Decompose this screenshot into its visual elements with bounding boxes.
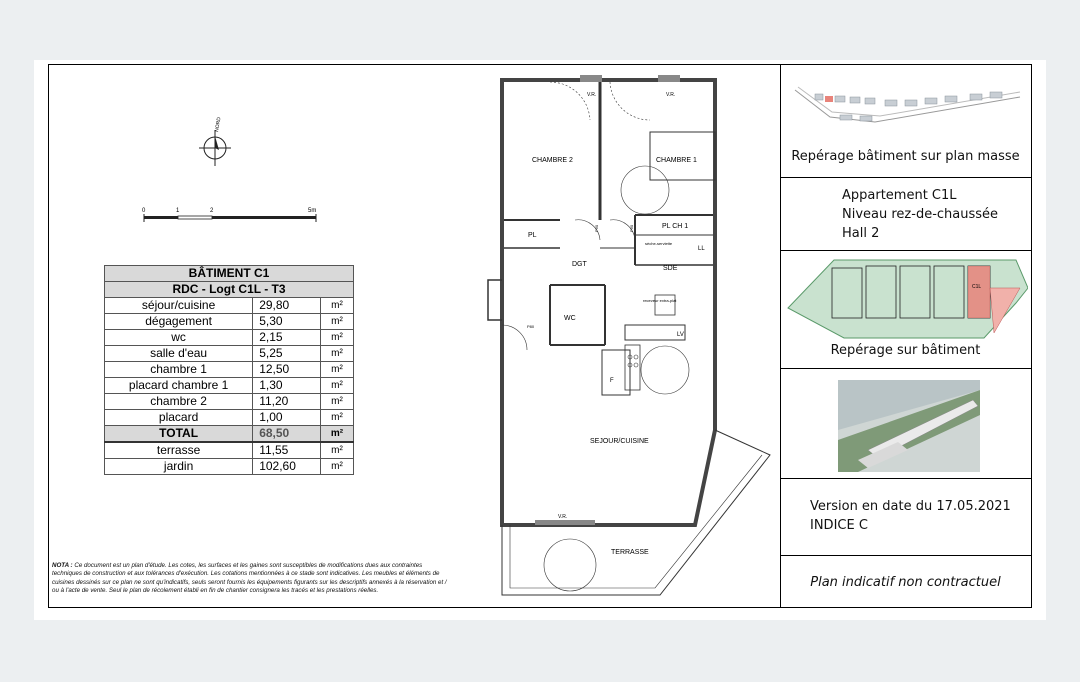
frame-right [1031, 64, 1032, 608]
table-row: terrasse 11,55 m² [105, 442, 354, 459]
compass-label: NORD [214, 116, 223, 133]
table-row: salle d'eau 5,25 m² [105, 346, 354, 362]
table-row: wc 2,15 m² [105, 330, 354, 346]
table-row: dégagement 5,30 m² [105, 314, 354, 330]
panel-sep-5 [780, 555, 1031, 556]
panel-sep-4 [780, 478, 1031, 479]
table-row: placard chambre 1 1,30 m² [105, 378, 354, 394]
disclaimer-caption: Plan indicatif non contractuel [810, 575, 1001, 590]
window-vr-1: V.R. [587, 92, 597, 98]
aerial-view-image [838, 380, 980, 472]
window-vr-3: V.R. [558, 514, 568, 520]
room-chambre1: CHAMBRE 1 [656, 157, 697, 164]
table-subtitle: RDC - Logt C1L - T3 [105, 282, 354, 298]
frame-divider [780, 64, 781, 608]
room-sde: SDE [663, 265, 678, 272]
sde-note-2: receveur extra-plat [643, 298, 677, 303]
table-row: séjour/cuisine 29,80 m² [105, 298, 354, 314]
room-wc: WC [564, 315, 576, 322]
room-sejour: SEJOUR/CUISINE [590, 438, 649, 445]
window-vr-2: V.R. [666, 92, 676, 98]
area-table [104, 265, 354, 475]
room-dgt: DGT [572, 261, 587, 268]
disclaimer-note [52, 562, 452, 596]
batiment-caption: Repérage sur bâtiment [830, 343, 981, 358]
note-lead: NOTA : [52, 562, 73, 569]
frame-top [48, 64, 1032, 65]
floor-plan [480, 70, 780, 605]
table-total-row: TOTAL 68,50 m² [105, 426, 354, 443]
scale-bar [138, 200, 328, 230]
note-text: Ce document est un plan d'étude. Les cotes, les surfaces et les gaines sont susceptibles de modifications dues aux contraintes techniques de construction et aux tolérances d'exécution. Les cotations mentionnées à ce stade sont indicatives. Les meubles et éléments de cuisines dessinés sur ce plan ne sont qu'indicatifs, seuls seront fournis les équipements figurants sur les descriptifs annexés à la réservation et / ou à l'acte de vente. Seul le plan de récolement établi en fin de chantier consignera les tracés et les prestations réelles. [52, 562, 447, 595]
scale-tick-5m: 5m [308, 208, 317, 214]
table-row: placard 1,00 m² [105, 410, 354, 426]
room-chambre2: CHAMBRE 2 [532, 157, 573, 164]
table-row: jardin 102,60 m² [105, 459, 354, 475]
table-row: chambre 1 12,50 m² [105, 362, 354, 378]
room-pl-ch1: PL CH 1 [662, 223, 689, 230]
door-p80: P80 [527, 324, 535, 329]
panel-sep-2 [780, 250, 1031, 251]
version-line-1: Version en date du 17.05.2021 [810, 499, 1011, 514]
compass-icon [195, 110, 245, 170]
room-ll: LL [698, 246, 705, 252]
sde-note: sèche-serviette [645, 241, 673, 246]
scale-tick-0: 0 [142, 208, 146, 214]
apartment-line-3: Hall 2 [842, 226, 880, 241]
panel-sep-3 [780, 368, 1031, 369]
site-plan-image [790, 82, 1026, 137]
version-line-2: INDICE C [810, 518, 868, 533]
building-locator-image [784, 258, 1028, 340]
scale-tick-2: 2 [210, 208, 214, 214]
masse-caption: Repérage bâtiment sur plan masse [791, 149, 1020, 164]
table-title: BÂTIMENT C1 [105, 266, 354, 282]
room-terrasse: TERRASSE [611, 549, 649, 556]
locator-label: C1L [972, 284, 982, 290]
apartment-line-2: Niveau rez-de-chaussée [842, 207, 999, 222]
room-lv: LV [677, 332, 684, 338]
door-p90-1: P90 [594, 224, 599, 232]
room-f: F [610, 378, 614, 384]
scale-tick-1: 1 [176, 208, 180, 214]
table-row: chambre 2 11,20 m² [105, 394, 354, 410]
room-pl: PL [528, 232, 537, 239]
panel-sep-1 [780, 177, 1031, 178]
frame-bottom [48, 607, 1032, 608]
door-p90-2: P90 [629, 224, 634, 232]
apartment-line-1: Appartement C1L [842, 188, 957, 203]
frame-left [48, 64, 49, 608]
